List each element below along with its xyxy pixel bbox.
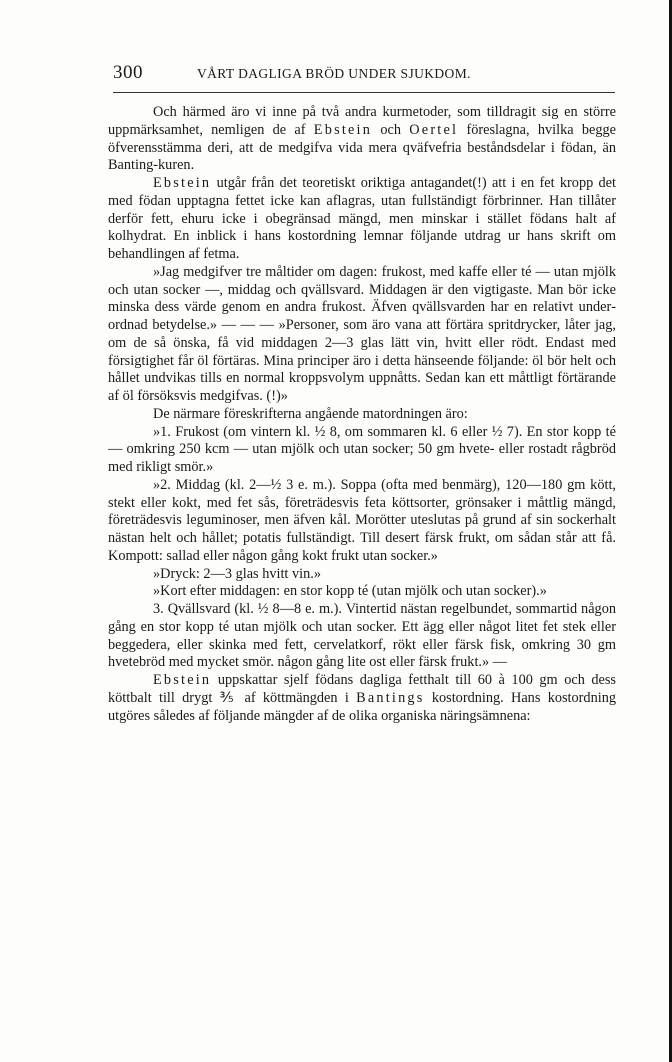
running-title: VÅRT DAGLIGA BRÖD UNDER SJUKDOM. (197, 66, 471, 81)
paragraph-10-text-b: kostordning. Hans kostordning utgöres således af följande mängder af de olika organiska näringsämnena: (108, 689, 616, 724)
author-name-bantings: Bantings (356, 689, 425, 706)
paragraph-1-text-a: Och härmed äro vi inne på två andra kurmetoder, som tilldragit sig en större uppmärksamhet, nemligen de af (108, 104, 616, 138)
body-text (108, 104, 616, 725)
paragraph-8: »Kort efter middagen: en stor kopp té (utan mjölk och utan socker).» (153, 583, 547, 600)
author-name-ebstein: Ebstein (153, 175, 212, 191)
paragraph-10-text-a: uppskattar sjelf födans dagliga fetthalt till 60 à 100 gm och dess köttbalt till drygt ⅗ af köttmängden i (108, 672, 616, 706)
paragraph-1 (108, 104, 616, 175)
paragraph-1-text-c: föreslagna, hvilka begge öfverensstämma deri, att de medgifva vida mera qväfvefria beståndsdelar i födan, än Banting-kuren. (108, 121, 616, 174)
author-name-oertel: Oertel (409, 121, 459, 138)
paragraph-7: »Dryck: 2—3 glas hvitt vin.» (153, 565, 321, 582)
author-name-ebstein: Ebstein (153, 672, 212, 688)
paragraph-1-text-b: och (372, 121, 410, 138)
paragraph-4: De närmare föreskrifterna angående matordningen äro: (153, 405, 468, 422)
header-rule (113, 92, 615, 93)
paragraph-2-text: utgår från det teoretiskt oriktiga antagandet(!) att i en fet kropp det med födan upptagna fettet icke kan aflagras, utan fullständigt förbrinner. Han tillåter derför fett, ehuru icke i obegränsad mängd, men minskar i stället födans halt af kolhydrat. En inblick i hans kostordning lemnar följande utdrag ur hans skrift om behandlingen af fetma. (108, 175, 616, 262)
page-number: 300 (113, 62, 143, 83)
paragraph-6: »2. Middag (kl. 2—½ 3 e. m.). Soppa (ofta med benmärg), 120—180 gm kött, stekt eller kokt, med fet sås, företrädesvis feta köttsorter, grönsaker i måttlig mängd, företrädesvis leguminoser, men äfven kål. Morötter uteslutas på grund af sin sockerhalt nästan helt och hållet; potatis fullständigt. Till desert färsk frukt, om sådan står att få. Kompott: sallad eller någon gång kokt frukt utan socker.» (108, 476, 616, 564)
paragraph-3: »Jag medgifver tre måltider om dagen: frukost, med kaffe eller té — utan mjölk och utan socker —, middag och qvällsvard. Middagen är den vigtigaste. Man bör icke minska dess värde genom en andra frukost. Äfven qvällsvarden har en relativt underordnad betydelse.» — — — »Personer, som äro vana att förtära spritdrycker, låter jag, om de så önska, få vid middagen 2—3 glas lätt vin, hvitt eller rödt. Endast med försigtighet får öl förtäras. Mina principer äro i detta hänseende följande: öl bör helt och hållet undvikas tills en normal kroppsvolym uppnåtts. Sedan kan ett måttligt förtärande af öl försöksvis medgifvas. (!)» (108, 263, 616, 404)
paragraph-2 (108, 175, 616, 264)
paragraph-5: »1. Frukost (om vintern kl. ½ 8, om sommaren kl. 6 eller ½ 7). En stor kopp té — omkring 250 kcm — utan mjölk och utan socker; 50 gm hvete- eller rostadt rågbröd med rikligt smör.» (108, 423, 616, 475)
author-name-ebstein: Ebstein (313, 121, 373, 138)
page-header (113, 62, 613, 84)
paragraph-9: 3. Qvällsvard (kl. ½ 8—8 e. m.). Vintertid nästan regelbundet, sommartid någon gång en stor kopp té utan mjölk och utan socker. Ett ägg eller något litet fet stek eller beggedera, eller skinka med fett, cervelatkorf, rökt eller färsk fisk, omkring 30 gm hvetebröd med mycket smör. någon gång lite ost eller färsk frukt.» — (108, 601, 616, 671)
paragraph-10 (108, 672, 616, 725)
